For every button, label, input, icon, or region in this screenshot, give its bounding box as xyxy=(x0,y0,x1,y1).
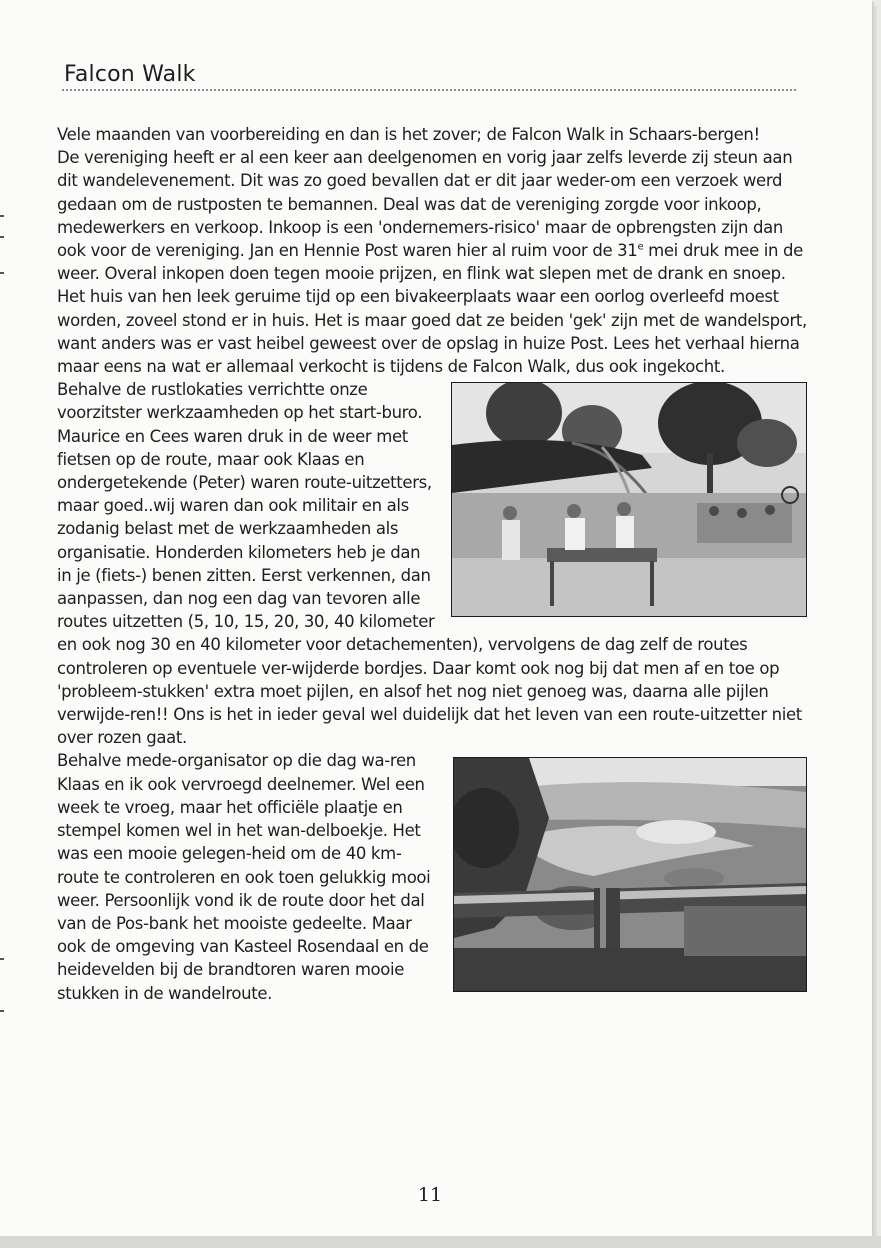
binding-mark xyxy=(0,272,4,274)
paragraph-association-text-b: mei druk mee in de weer. Overal inkopen doen tegen mooie prijzen, en flink wat slepen met de drank en snoep. Het huis van hen leek geruime tijd op een bivakeerplaats waar een oorlog overleefd moest worden, zoveel stond er in huis. Het is maar goed dat ze beiden 'gek' zijn met de wandelsport, want anders was er vast heibel geweest over de opslag in huize Post. Lees het verhaal hierna maar eens na wat er allemaal verkocht is tijdens de Falcon Walk, dus ook ingekocht. xyxy=(57,241,807,377)
valley-image xyxy=(454,758,806,991)
binding-mark xyxy=(0,236,4,238)
ordinal-superscript: e xyxy=(637,241,644,253)
binding-mark xyxy=(0,215,4,217)
article-body xyxy=(57,123,807,1005)
binding-mark xyxy=(0,1010,4,1012)
paragraph-route-setters: Behalve de rustlokaties verrichtte onze voorzitster werkzaamheden op het start-buro. Maurice en Cees waren druk in de weer met fietsen op de route, maar ook Klaas en ondergetekende (Peter) waren route-uitzetters, maar goed..wij waren dan ook militair en als zodanig belast met de werkzaamheden als organisatie. Honderden kilometers heb je dan in je (fiets-) benen zitten. Eerst verkennen, dan aanpassen, dan nog een dag van tevoren alle routes uitzetten (5, 10, 15, 20, 30, 40 kilometer en ook nog 30 en 40 kilometer voor detachementen), vervolgens de dag zelf de routes controleren op eventuele ver-wijderde bordjes. Daar komt ook nog bij dat men af en toe op 'probleem-stukken' extra moet pijlen, en alsof het nog niet genoeg was, daarna alle pijlen verwijde-ren!! Ons is het in ieder geval wel duidelijk dat het leven van een route-uitzetter niet over rozen gaat. xyxy=(57,380,802,748)
page-number: 11 xyxy=(417,1184,443,1206)
paragraph-early-participants: Behalve mede-organisator op die dag wa-ren Klaas en ik ook vervroegd deelnemer. Wel een week te vroeg, maar het officiële plaatje en stempel komen wel in het wan-delboekje. Het was een mooie gelegen-heid om de 40 km-route te controleren en ook toen gelukkig mooi weer. Persoonlijk vond ik de route door het dal van de Pos-bank het mooiste gedeelte. Maar ook de omgeving van Kasteel Rosendaal en de heidevelden bij de brandtoren waren mooie stukken in de wandelroute. xyxy=(57,751,431,1003)
binding-mark xyxy=(0,958,4,960)
article-title: Falcon Walk xyxy=(64,62,196,87)
paragraph-association xyxy=(57,146,807,378)
paragraph-intro: Vele maanden van voorbereiding en dan is het zover; de Falcon Walk in Schaars-bergen! xyxy=(57,125,760,144)
title-rule xyxy=(62,89,796,91)
photo-posbank-valley xyxy=(453,757,807,992)
rest-stall-image xyxy=(452,383,806,616)
page-stack-edge xyxy=(0,1236,881,1248)
paragraph-association-text-a: De vereniging heeft er al een keer aan deelgenomen en vorig jaar zelfs leverde zij steun aan dit wandelevenement. Dit was zo goed bevallen dat er dit jaar weder-om een verzoek werd gedaan om de rustposten te bemannen. Deal was dat de vereniging zorgde voor inkoop, medewerkers en verkoop. Inkoop is een 'ondernemers-risico' maar de opbrengsten zijn dan ook voor de vereniging. Jan en Hennie Post waren hier al ruim voor de 31 xyxy=(57,148,793,261)
photo-rest-stall xyxy=(451,382,807,617)
